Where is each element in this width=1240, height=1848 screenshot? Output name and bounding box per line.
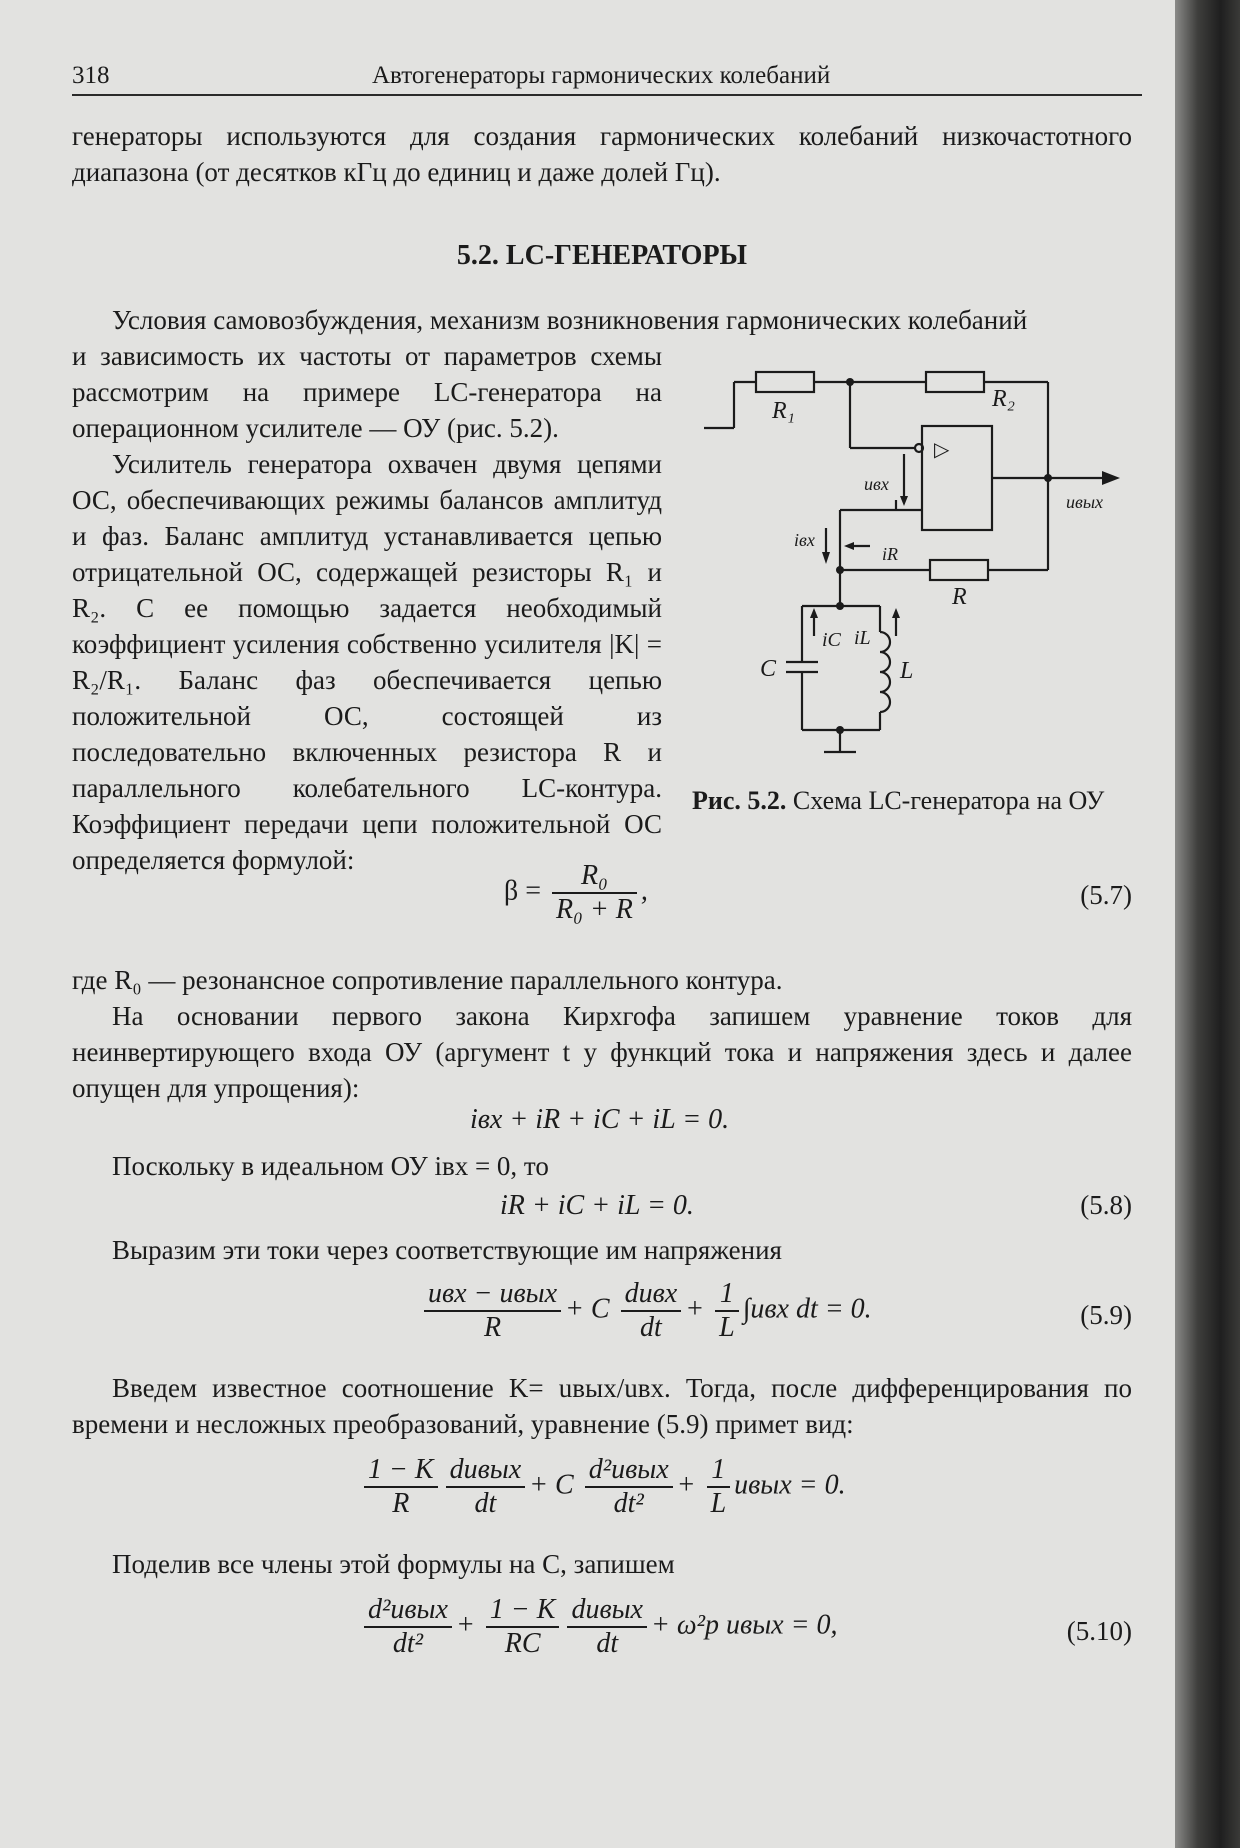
label-u-out: uвых [1066, 492, 1103, 512]
running-title: Автогенераторы гармонических колебаний [372, 62, 831, 89]
resistor-r2 [926, 372, 984, 392]
eq58-number: (5.8) [1080, 1190, 1132, 1220]
resistor-r1 [756, 372, 814, 392]
eq59-plus: + [685, 1293, 705, 1325]
opamp [922, 426, 992, 530]
equation-5-7 [504, 860, 648, 926]
equation-5-9 [420, 1278, 872, 1344]
book-binding-shadow [1175, 0, 1240, 1848]
eqd-f2-den: dt [474, 1488, 497, 1519]
eqd-frac-1 [364, 1454, 438, 1520]
circuit-figure [690, 360, 1130, 780]
caption-label: Рис. 5.2. [692, 786, 787, 815]
eq59-f1-num: uвх − uвых [424, 1278, 561, 1312]
paragraph-3: На основании первого закона Кирхгофа запишем уравнение токов для неинвертирующего входа ОУ (аргумент t у функций тока и напряжения здесь и далее опущен для упрощения): [72, 1001, 1132, 1103]
paragraph-2: Усилитель генератора охвачен двумя цепями ОС, обеспечивающих режимы балансов амплитуд и фаз. Баланс амплитуд устанавливается цепью отрицательной ОС, содержащей резисторы R₁ и R₂. С ее помощью задается необходимый коэффициент усиления собственно усилителя |K| = R₂/R₁. Баланс фаз обеспечивается цепью положительной ОС, состоящей из последовательно включенных резистора R и параллельного колебательного LC-контура. Коэффициент передачи цепи положительной ОС определяется формулой: [72, 449, 662, 875]
eq59-f3-num: 1 [715, 1278, 739, 1312]
label-i-c: iC [822, 629, 841, 651]
eq59-f2-den: dt [640, 1312, 662, 1343]
eq59-frac-3 [715, 1278, 739, 1344]
label-l: L [900, 658, 914, 684]
eq57-numerator: R₀ [552, 860, 637, 894]
page-number: 318 [72, 62, 110, 89]
eq510-plus: + [455, 1609, 475, 1641]
eq510-tail: + ω²р uвых = 0, [650, 1609, 838, 1641]
eq510-f2-den: RC [504, 1628, 541, 1659]
eq57-tail: , [640, 875, 648, 907]
eq510-f3-num: duвых [567, 1594, 647, 1628]
eqd-f2-num: duвых [446, 1454, 526, 1488]
header-rule [72, 94, 1142, 96]
eq57-lhs: β = [504, 875, 542, 907]
eqd-frac-2 [446, 1454, 526, 1520]
eq510-f3-den: dt [596, 1628, 619, 1659]
eqd-f4-den: L [710, 1488, 727, 1519]
eqd-mid: + C [529, 1469, 574, 1501]
eq59-tail: ∫uвх dt = 0. [742, 1293, 872, 1325]
equation-5-8: iR + iC + iL = 0. [500, 1190, 694, 1221]
intro-paragraph: генераторы используются для создания гармонических колебаний низкочастотного диапазона (от десятков кГц до единиц и даже долей Гц). [72, 121, 1132, 187]
eq59-frac-2 [621, 1278, 682, 1344]
eq57-denominator: R₀ + R [556, 894, 633, 925]
paragraph-5: Выразим эти токи через соответствующие им напряжения [112, 1235, 782, 1265]
paragraph-1-line: Условия самовозбуждения, механизм возникновения гармонических колебаний [112, 305, 1028, 335]
equation-kirchhoff: iвх + iR + iC + iL = 0. [470, 1104, 730, 1135]
eqd-frac-3 [585, 1454, 673, 1520]
eq59-f3-den: L [719, 1312, 735, 1343]
eq57-number: (5.7) [1080, 880, 1132, 910]
label-c: C [760, 656, 777, 682]
eq59-mid: + C [565, 1293, 610, 1325]
eq59-frac-1 [424, 1278, 561, 1344]
eq510-frac-2 [486, 1594, 560, 1660]
eq510-f2-num: 1 − K [486, 1594, 560, 1628]
equation-differentiated [360, 1454, 846, 1520]
eqd-f3-den: dt² [613, 1488, 644, 1519]
figure-caption [692, 786, 1104, 816]
label-i-in: iвх [794, 530, 815, 550]
label-r: R [952, 584, 967, 610]
running-header [72, 62, 1142, 96]
eqd-f3-num: d²uвых [585, 1454, 673, 1488]
label-i-l: iL [854, 627, 871, 649]
eq59-number: (5.9) [1080, 1300, 1132, 1330]
eq510-frac-3 [567, 1594, 647, 1660]
eq510-number: (5.10) [1066, 1616, 1132, 1646]
eq57-fraction [552, 860, 637, 926]
eq59-f2-num: duвх [621, 1278, 682, 1312]
equation-5-10 [360, 1594, 837, 1660]
eq59-f1-den: R [483, 1312, 502, 1343]
eq510-f1-den: dt² [392, 1628, 424, 1659]
eqd-tail: uвых = 0. [734, 1469, 846, 1501]
eqd-plus: + [676, 1469, 696, 1501]
resistor-r [930, 560, 988, 580]
paragraph-6: Введем известное соотношение K= uвых/uвх. Тогда, после дифференцирования по времени и несложных преобразований, уравнение (5.9) примет вид: [72, 1373, 1132, 1439]
label-r1: R₁ [772, 398, 796, 424]
where-r0: где R₀ — резонансное сопротивление параллельного контура. [72, 965, 783, 995]
eqd-f1-num: 1 − K [364, 1454, 438, 1488]
label-r2: R₂ [992, 386, 1016, 412]
paragraph-4: Поскольку в идеальном ОУ iвх = 0, то [112, 1151, 549, 1181]
section-title: 5.2. LC-ГЕНЕРАТОРЫ [456, 240, 748, 271]
inductor-l [880, 632, 890, 712]
eqd-f4-num: 1 [707, 1454, 731, 1488]
opamp-symbol: ▷ [934, 439, 950, 461]
paragraph-7: Поделив все члены этой формулы на C, запишем [112, 1549, 675, 1579]
label-i-r: iR [882, 544, 898, 564]
caption-text: Схема LC-генератора на ОУ [792, 786, 1105, 815]
paragraph-1-cont: и зависимость их частоты от параметров схемы рассмотрим на примере LC-генератора на операционном усилителе — ОУ (рис. 5.2). [72, 341, 662, 443]
eq510-f1-num: d²uвых [364, 1594, 452, 1628]
eq510-frac-1 [364, 1594, 452, 1660]
eqd-f1-den: R [392, 1488, 410, 1519]
eqd-frac-4 [707, 1454, 731, 1520]
label-u-in: uвх [864, 474, 889, 494]
